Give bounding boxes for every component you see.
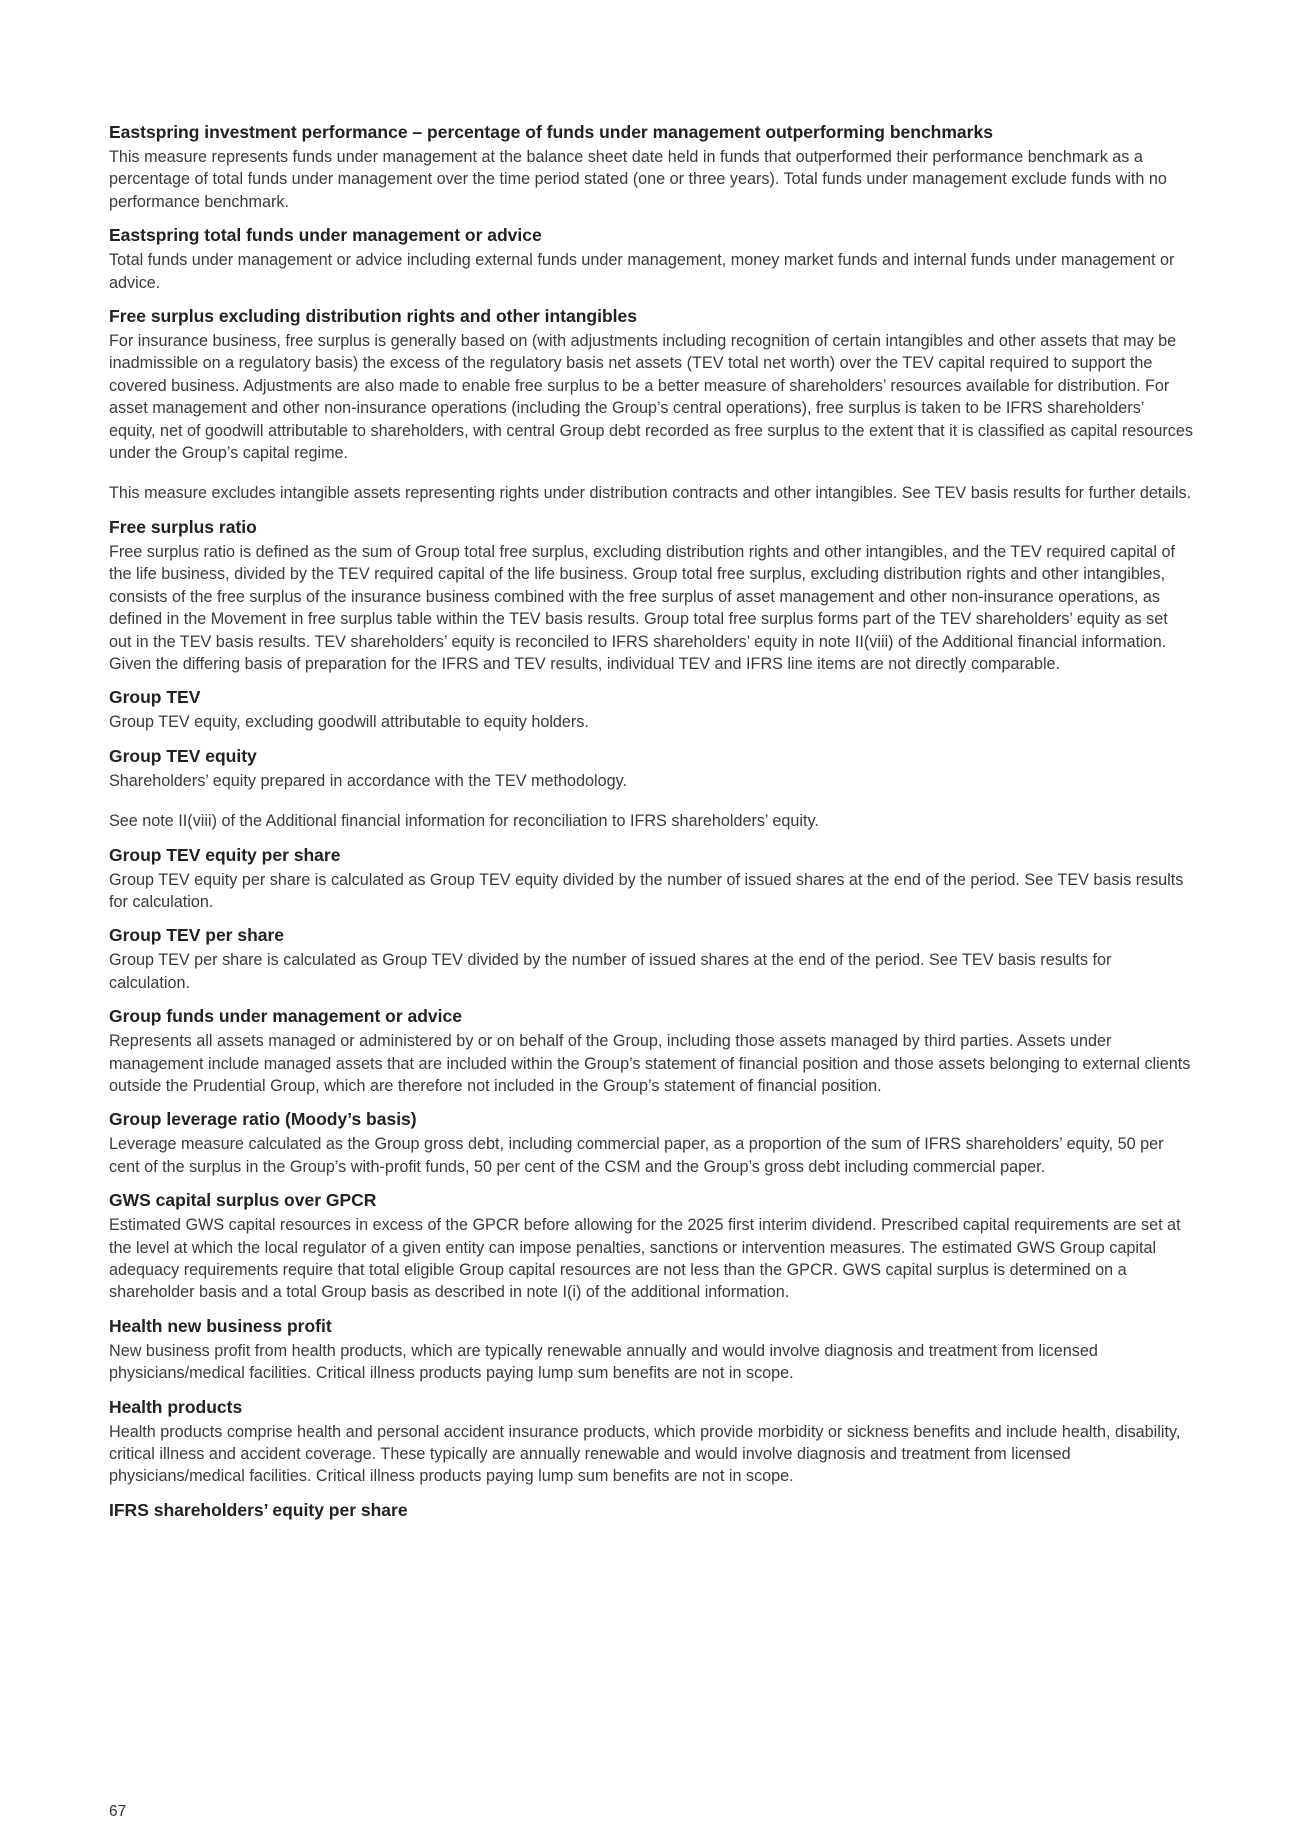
entry-paragraph: This measure represents funds under management at the balance sheet date held in funds that outperformed their performance benchmark as a percentage of total funds under management over the time period stated (one or three years). Total funds under management exclude funds with no performance benchmark. [109,148,1167,211]
glossary-entry [109,1189,1194,1304]
entry-paragraph: For insurance business, free surplus is generally based on (with adjustments including recognition of certain intangibles and other assets that may be inadmissible on a regulatory basis) the excess of the regulatory basis net assets (TEV total net worth) over the TEV capital required to support the covered business. Adjustments are also made to enable free surplus to be a better measure of shareholders’ resources available for distribution. For asset management and other non-insurance operations (including the Group’s central operations), free surplus is taken to be IFRS shareholders’ equity, net of goodwill attributable to shareholders, with central Group debt recorded as free surplus to the extent that it is classified as capital resources under the Group’s capital regime. [109,332,1193,463]
entry-heading: Free surplus ratio [109,516,257,537]
entry-paragraph: Leverage measure calculated as the Group gross debt, including commercial paper, as a proportion of the sum of IFRS shareholders’ equity, 50 per cent of the surplus in the Group’s with-profit funds, 50 per cent of the CSM and the Group’s gross debt including commercial paper. [109,1135,1164,1176]
glossary-entry [109,224,1194,294]
glossary-entry [109,844,1194,914]
entry-paragraph: Estimated GWS capital resources in excess of the GPCR before allowing for the 2025 first interim dividend. Prescribed capital requirements are set at the level at which the local regulator of a given entity can impose penalties, sanctions or intervention measures. The estimated GWS Group capital adequacy requirements require that total eligible Group capital resources are not less than the GPCR. GWS capital surplus is determined on a shareholder basis and a total Group basis as described in note I(i) of the additional information. [109,1216,1181,1302]
entry-heading: Eastspring investment performance – percentage of funds under management outperforming benchmarks [109,122,993,142]
glossary-entry [109,1499,1194,1521]
glossary-entry [109,924,1194,994]
entry-heading: Group funds under management or advice [109,1006,462,1027]
entry-paragraph: This measure excludes intangible assets representing rights under distribution contracts and other intangibles. See TEV basis results for further details. [109,484,1192,503]
entry-heading: Group leverage ratio (Moody’s basis) [109,1109,417,1130]
page-number: 67 [109,1803,127,1820]
entry-heading: Group TEV [109,687,201,708]
glossary-entry [109,1005,1194,1097]
entry-paragraph: New business profit from health products, which are typically renewable annually and would involve diagnosis and treatment from licensed physicians/medical facilities. Critical illness products paying lump sum benefits are not in scope. [109,1341,1098,1383]
entry-heading: GWS capital surplus over GPCR [109,1190,377,1211]
glossary-entry [109,1108,1194,1178]
glossary-entry [109,305,1194,505]
entry-heading: Group TEV equity [109,745,257,766]
entry-heading: Free surplus excluding distribution rights and other intangibles [109,306,637,327]
entry-heading: Group TEV equity per share [109,844,341,865]
entry-heading: IFRS shareholders’ equity per share [109,1499,408,1520]
glossary-entry [109,686,1194,733]
entry-paragraph: Group TEV equity, excluding goodwill attributable to equity holders. [109,713,589,732]
glossary-entry [109,745,1194,833]
entry-heading: Health new business profit [109,1315,332,1336]
glossary-entry [109,1396,1194,1488]
entry-paragraph: Total funds under management or advice including external funds under management, money market funds and internal funds under management or advice. [109,251,1175,292]
entry-paragraph: Shareholders’ equity prepared in accordance with the TEV methodology. [109,771,628,790]
entry-paragraph: See note II(viii) of the Additional financial information for reconciliation to IFRS shareholders’ equity. [109,812,819,831]
glossary-content [109,121,1194,1532]
entry-heading: Health products [109,1396,243,1417]
entry-paragraph: Represents all assets managed or administered by or on behalf of the Group, including those assets managed by third parties. Assets under management include managed assets that are included within the Group’s statement of financial position and those assets belonging to external clients outside the Prudential Group, which are therefore not included in the Group’s statement of financial position. [109,1032,1191,1095]
glossary-entry [109,516,1194,675]
entry-heading: Group TEV per share [109,925,285,946]
glossary-entry [109,121,1194,213]
entry-paragraph: Group TEV equity per share is calculated as Group TEV equity divided by the number of issued shares at the end of the period. See TEV basis results for calculation. [109,870,1184,911]
entry-paragraph: Health products comprise health and personal accident insurance products, which provide morbidity or sickness benefits and include health, disability, critical illness and accident coverage. These typically are annually renewable and would involve diagnosis and treatment from licensed physicians/medical facilities. Critical illness products paying lump sum benefits are not in scope. [109,1422,1181,1486]
entry-paragraph: Free surplus ratio is defined as the sum of Group total free surplus, excluding distribution rights and other intangibles, and the TEV required capital of the life business, divided by the TEV required capital of the life business. Group total free surplus, excluding distribution rights and other intangibles, consists of the free surplus of the insurance business combined with the free surplus of asset management and other non-insurance operations, as defined in the Movement in free surplus table within the TEV basis results. Group total free surplus forms part of the TEV shareholders’ equity as set out in the TEV basis results. TEV shareholders’ equity is reconciled to IFRS shareholders’ equity in note II(viii) of the Additional financial information. Given the differing basis of preparation for the IFRS and TEV results, individual TEV and IFRS line items are not directly comparable. [109,542,1175,673]
entry-paragraph: Group TEV per share is calculated as Group TEV divided by the number of issued shares at the end of the period. See TEV basis results for calculation. [109,951,1112,992]
glossary-entry [109,1315,1194,1385]
entry-heading: Eastspring total funds under management or advice [109,225,542,246]
